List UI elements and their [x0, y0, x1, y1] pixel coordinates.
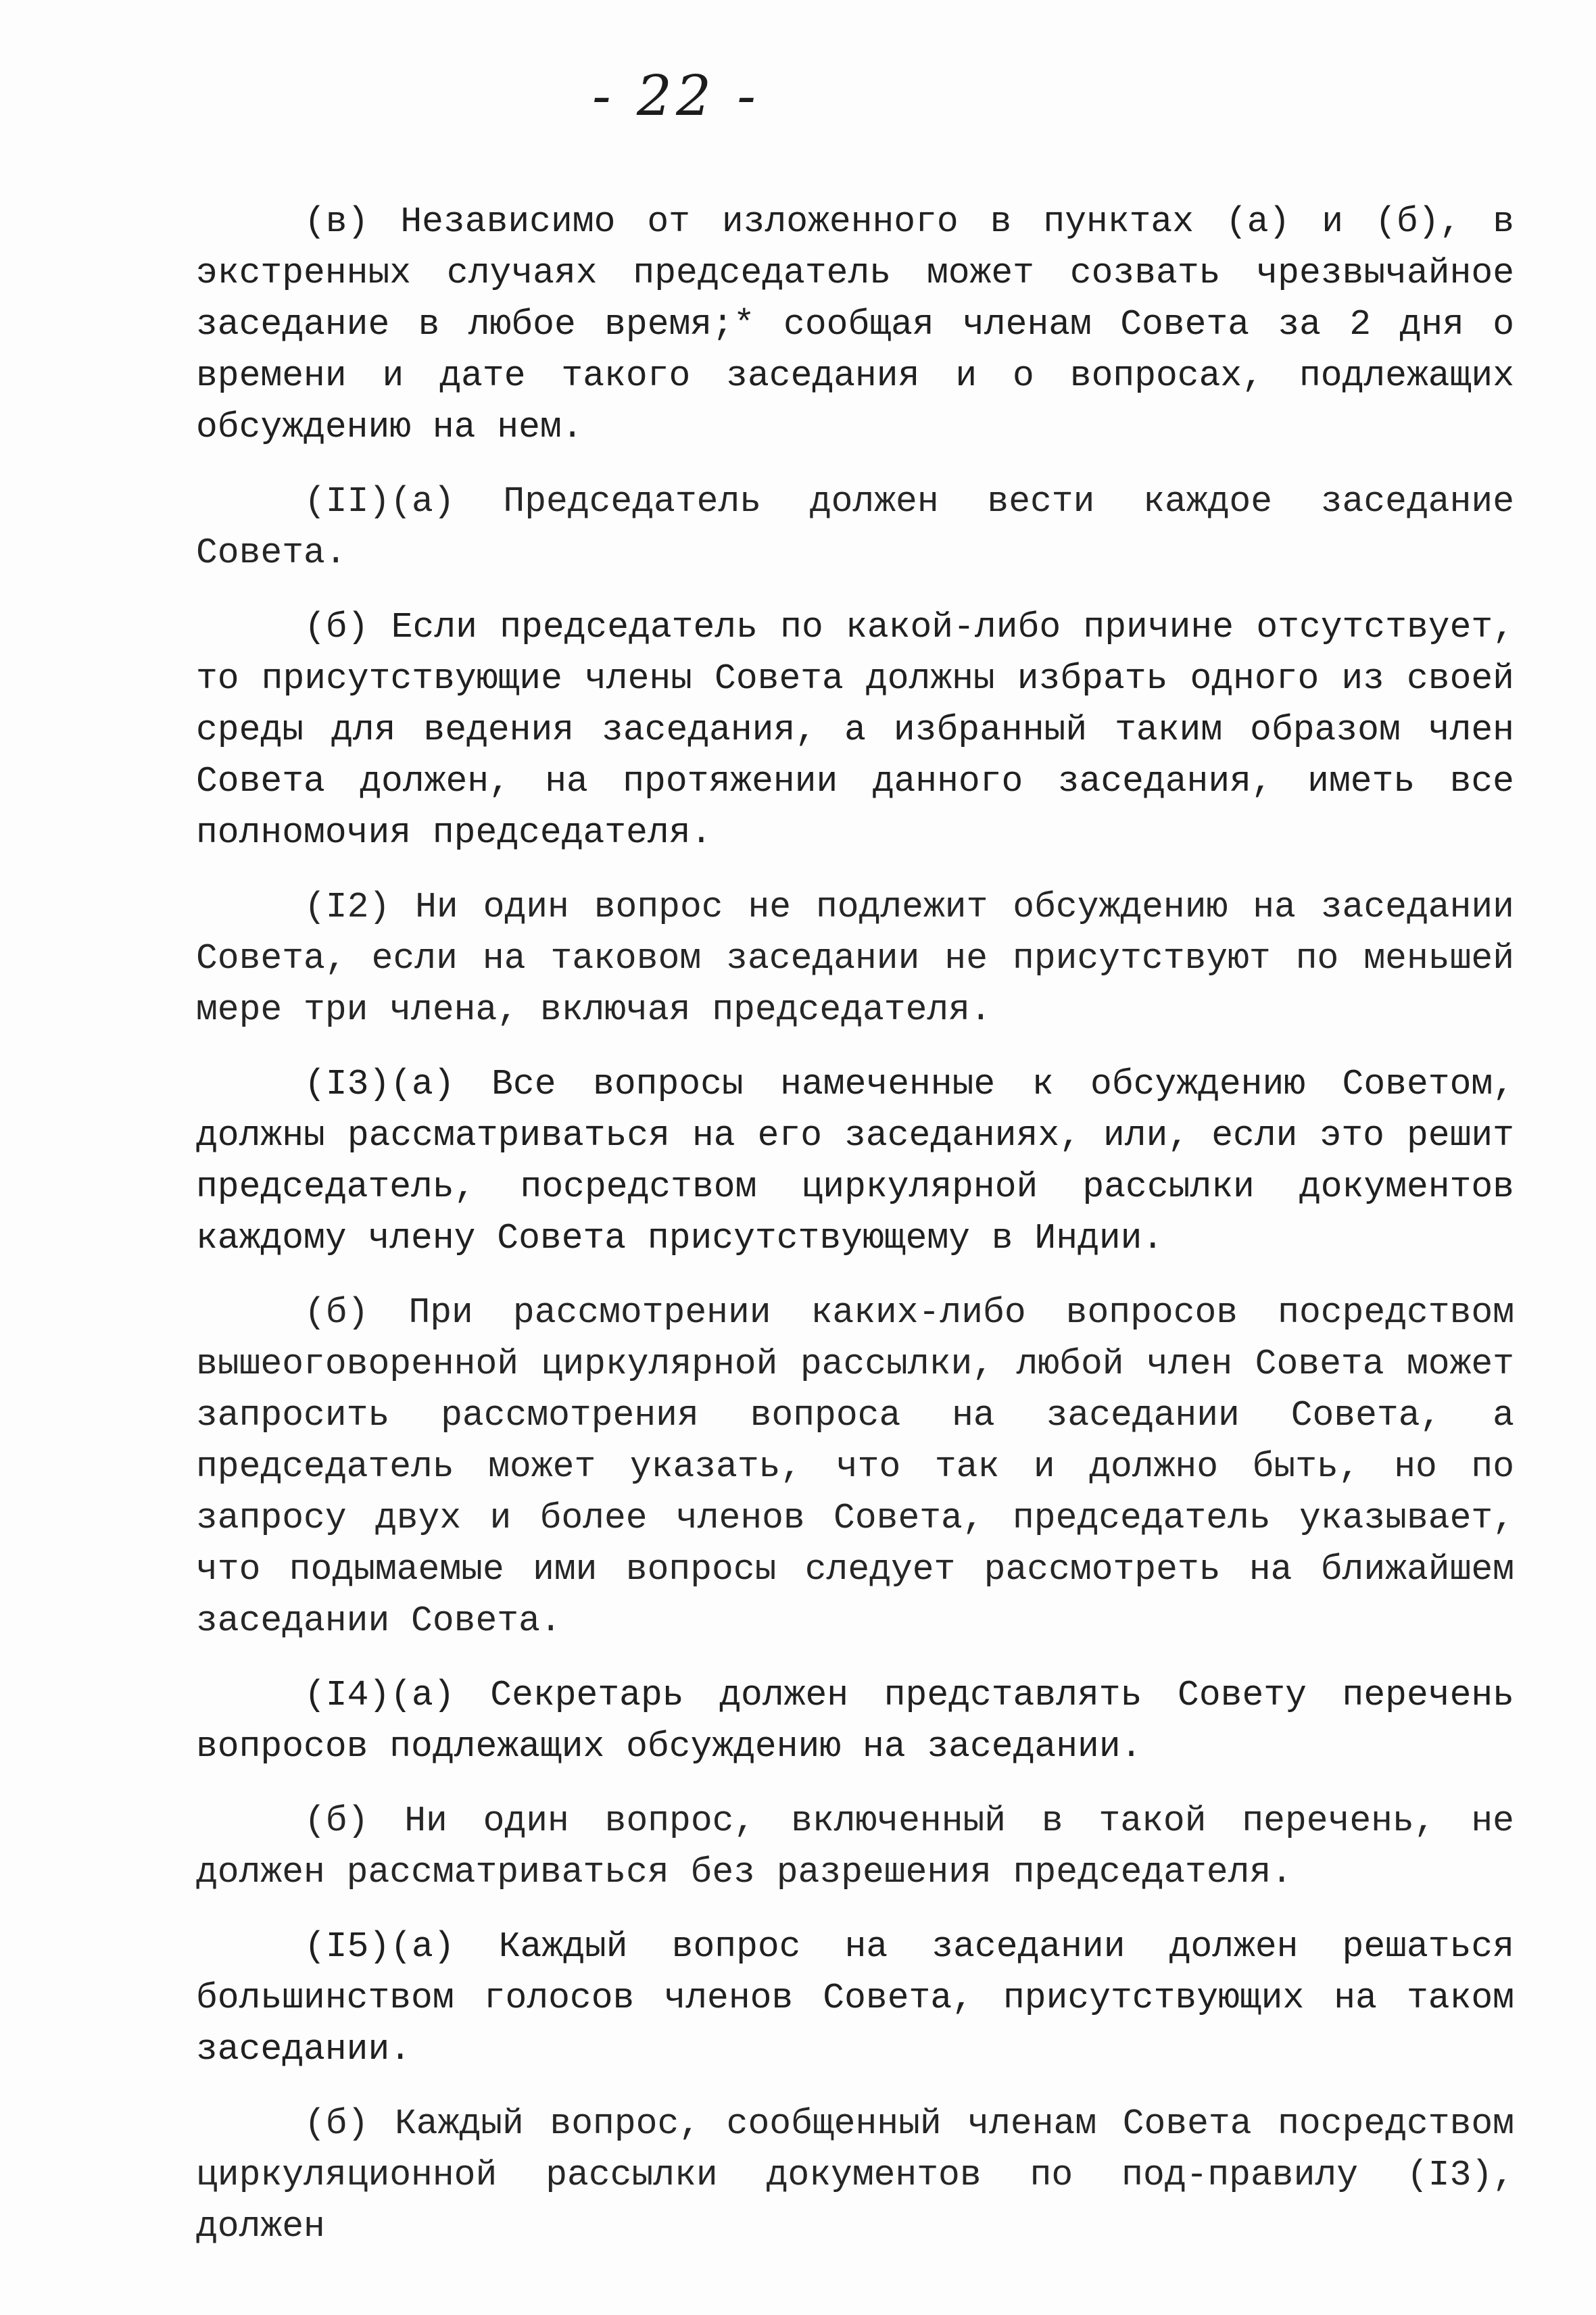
page-number: - 22 -	[592, 64, 760, 128]
paragraph-11b: (б) Если председатель по какой-либо причине отсутствует, то присутствующие члены Совета должны избрать одного из своей среды для ведения заседания, а избранный таким образом член Совета должен, на протяжении данного заседания, иметь все полномочия председателя.	[196, 607, 1514, 853]
paragraph-10v: (в) Независимо от изложенного в пунктах (а) и (б), в экстренных случаях председатель может созвать чрезвычайное заседание в любое время;* сообщая членам Совета за 2 дня о времени и дате такого заседания и о вопросах, подлежащих обсуждению на нем.	[196, 201, 1514, 447]
paragraph-11a: (II)(а) Председатель должен вести каждое заседание Совета.	[196, 481, 1514, 573]
paragraph-13a: (I3)(а) Все вопросы намеченные к обсуждению Советом, должны рассматриваться на его заседаниях, или, если это решит председатель, посредством циркулярной рассылки документов каждому члену Совета присутствующему в Индии.	[196, 1064, 1514, 1259]
paragraph-14a: (I4)(а) Секретарь должен представлять Совету перечень вопросов подлежащих обсуждению на заседании.	[196, 1675, 1514, 1767]
body-text	[196, 196, 1514, 2275]
paragraph-12: (I2) Ни один вопрос не подлежит обсуждению на заседании Совета, если на таковом заседании не присутствуют по меньшей мере три члена, включая председателя.	[196, 887, 1514, 1030]
paragraph-14b: (б) Ни один вопрос, включенный в такой перечень, не должен рассматриваться без разрешения председателя.	[196, 1801, 1514, 1893]
paragraph-13b: (б) При рассмотрении каких-либо вопросов посредством вышеоговоренной циркулярной рассылки, любой член Совета может запросить рассмотрения вопроса на заседании Совета, а председатель может указать, что так и должно быть, но по запросу двух и более членов Совета, председатель указывает, что подымаемые ими вопросы следует рассмотреть на ближайшем заседании Совета.	[196, 1292, 1514, 1641]
paragraph-15a: (I5)(а) Каждый вопрос на заседании должен решаться большинством голосов членов Совета, присутствующих на таком заседании.	[196, 1926, 1514, 2070]
paragraph-15b: (б) Каждый вопрос, сообщенный членам Совета посредством циркуляционной рассылки документов по под-правилу (I3), должен	[196, 2103, 1514, 2247]
